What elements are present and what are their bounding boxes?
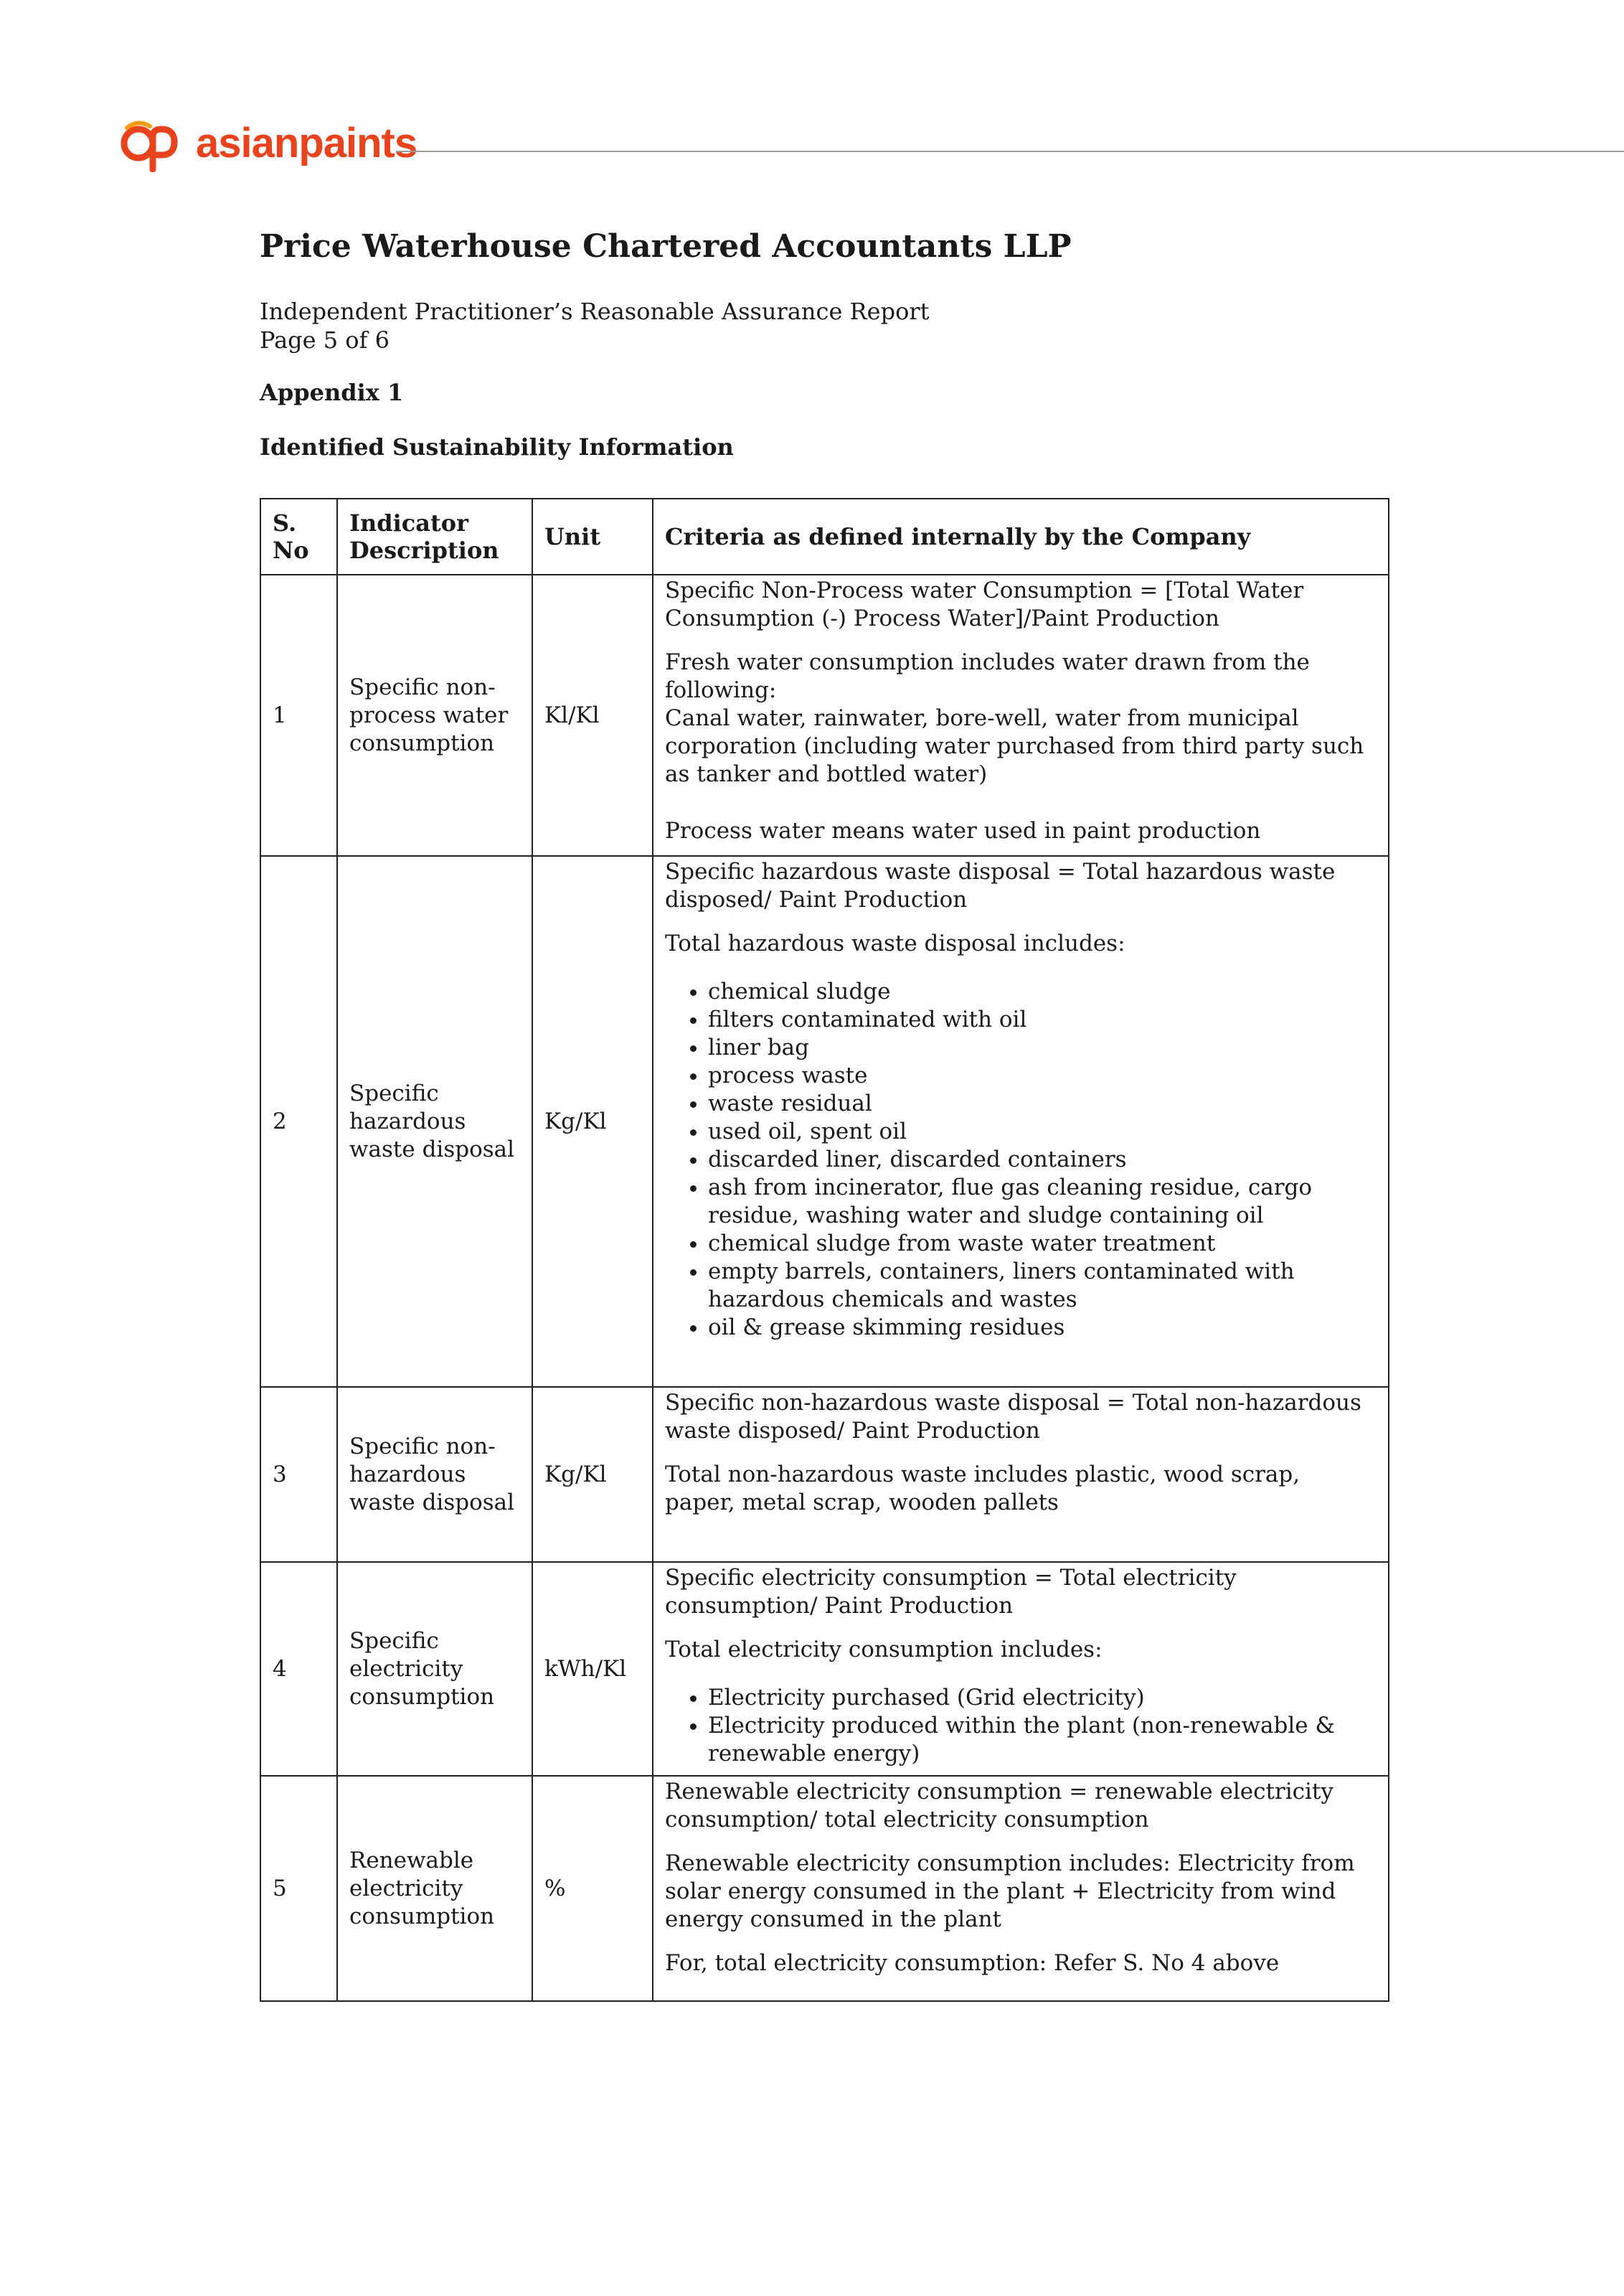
- list-item: • process waste: [708, 1062, 1377, 1090]
- company-logo: [117, 115, 417, 172]
- cell-criteria: [653, 1562, 1389, 1776]
- table-row: [260, 575, 1389, 856]
- criteria-text: Fresh water consumption includes water drawn from the following:: [665, 649, 1310, 703]
- criteria-text: Total hazardous waste disposal includes:: [665, 931, 1125, 956]
- cell-unit: Kl/Kl: [532, 575, 653, 856]
- list-item: • Electricity produced within the plant (non-renewable & renewable energy): [708, 1712, 1377, 1768]
- header-divider: [396, 151, 1624, 152]
- criteria-text: For, total electricity consumption: Refer S. No 4 above: [665, 1950, 1280, 1976]
- cell-unit: Kg/Kl: [532, 1387, 653, 1562]
- cell-criteria: [653, 575, 1389, 856]
- document-title: Price Waterhouse Chartered Accountants LLP: [260, 228, 1072, 265]
- criteria-formula: Specific Non-Process water Consumption = [Total Water Consumption (-) Process Water]/Paint Production: [665, 578, 1304, 631]
- list-item: • Electricity purchased (Grid electricity): [708, 1684, 1377, 1712]
- table-header-row: [260, 499, 1389, 575]
- criteria-formula: Renewable electricity consumption = renewable electricity consumption/ total electricity consumption: [665, 1779, 1333, 1832]
- criteria-text: Process water means water used in paint production: [665, 818, 1261, 844]
- header-unit: Unit: [532, 499, 653, 575]
- cell-indicator: Specific non-process water consumption: [337, 575, 532, 856]
- criteria-text: Canal water, rainwater, bore-well, water from municipal corporation (including water purchased from third party such as tanker and bottled water): [665, 705, 1364, 787]
- cell-sno: 2: [260, 856, 337, 1387]
- list-item: • ash from incinerator, flue gas cleaning residue, cargo residue, washing water and sludge containing oil: [708, 1174, 1377, 1230]
- list-item: • oil & grease skimming residues: [708, 1314, 1377, 1342]
- cell-indicator: Specific hazardous waste disposal: [337, 856, 532, 1387]
- table-row: [260, 1776, 1389, 2001]
- criteria-bullet-list: [665, 978, 1377, 1342]
- cell-indicator: Renewable electricity consumption: [337, 1776, 532, 2001]
- list-item: • discarded liner, discarded containers: [708, 1146, 1377, 1174]
- appendix-heading: Appendix 1: [260, 379, 404, 406]
- list-item: • used oil, spent oil: [708, 1118, 1377, 1146]
- cell-sno: 4: [260, 1562, 337, 1776]
- asianpaints-ap-mark-icon: [117, 115, 192, 172]
- cell-sno: 5: [260, 1776, 337, 2001]
- list-item: • chemical sludge: [708, 978, 1377, 1006]
- cell-indicator: Specific non-hazardous waste disposal: [337, 1387, 532, 1562]
- cell-criteria: [653, 1387, 1389, 1562]
- cell-unit: kWh/Kl: [532, 1562, 653, 1776]
- page-number: Page 5 of 6: [260, 326, 390, 354]
- cell-criteria: [653, 1776, 1389, 2001]
- table-row: [260, 1562, 1389, 1776]
- criteria-formula: Specific electricity consumption = Total electricity consumption/ Paint Production: [665, 1565, 1237, 1619]
- cell-unit: Kg/Kl: [532, 856, 653, 1387]
- criteria-text: Renewable electricity consumption includes: Electricity from solar energy consumed in the plant + Electricity from wind energy consumed in the plant: [665, 1850, 1355, 1932]
- sustainability-table: [260, 498, 1389, 2002]
- cell-unit: %: [532, 1776, 653, 2001]
- list-item: • filters contaminated with oil: [708, 1006, 1377, 1034]
- table-row: [260, 1387, 1389, 1562]
- header-sno: S. No: [260, 499, 337, 575]
- header-criteria: Criteria as defined internally by the Company: [653, 499, 1389, 575]
- criteria-formula: Specific hazardous waste disposal = Total hazardous waste disposed/ Paint Production: [665, 859, 1336, 913]
- table-row: [260, 856, 1389, 1387]
- criteria-text: Total non-hazardous waste includes plastic, wood scrap, paper, metal scrap, wooden pallets: [665, 1462, 1300, 1515]
- cell-criteria: [653, 856, 1389, 1387]
- cell-indicator: Specific electricity consumption: [337, 1562, 532, 1776]
- list-item: • chemical sludge from waste water treatment: [708, 1230, 1377, 1258]
- list-item: • liner bag: [708, 1034, 1377, 1062]
- cell-sno: 3: [260, 1387, 337, 1562]
- list-item: • empty barrels, containers, liners contaminated with hazardous chemicals and wastes: [708, 1258, 1377, 1314]
- cell-sno: 1: [260, 575, 337, 856]
- header-indicator: Indicator Description: [337, 499, 532, 575]
- criteria-text: Total electricity consumption includes:: [665, 1637, 1103, 1662]
- report-subtitle: [260, 297, 929, 354]
- criteria-bullet-list: [665, 1684, 1377, 1768]
- brand-name: asianpaints: [196, 120, 417, 166]
- section-heading: Identified Sustainability Information: [260, 433, 734, 461]
- criteria-formula: Specific non-hazardous waste disposal = Total non-hazardous waste disposed/ Paint Production: [665, 1390, 1361, 1444]
- list-item: • waste residual: [708, 1090, 1377, 1118]
- report-name: Independent Practitioner’s Reasonable Assurance Report: [260, 298, 930, 325]
